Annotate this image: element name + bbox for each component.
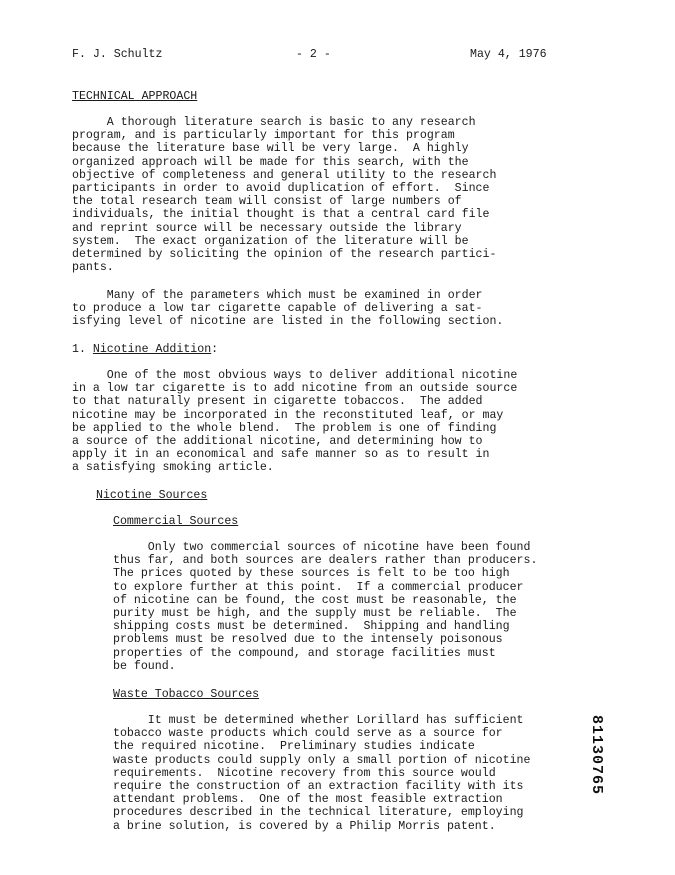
- text-line: system. The exact organization of the literature will be: [72, 234, 469, 248]
- header-author: F. J. Schultz: [72, 48, 163, 61]
- nicotine-addition-title: Nicotine Addition: [92, 343, 212, 356]
- text-line: to explore further at this point. If a commercial producer: [113, 580, 524, 594]
- nicotine-addition-paragraph: [72, 369, 517, 475]
- commercial-sources-paragraph: [113, 541, 537, 673]
- text-line: requirements. Nicotine recovery from this source would: [113, 766, 496, 780]
- text-line: the total research team will consist of large numbers of: [72, 195, 462, 209]
- text-line: apply it in an economical and safe manner so as to result in: [72, 448, 490, 462]
- technical-approach-heading: TECHNICAL APPROACH: [72, 90, 198, 103]
- waste-tobacco-sources-heading: Waste Tobacco Sources: [113, 688, 260, 701]
- text-line: shipping costs must be determined. Shipping and handling: [113, 620, 510, 634]
- text-line: A thorough literature search is basic to any research: [72, 116, 476, 129]
- text-line: a source of the additional nicotine, and determining how to: [72, 435, 483, 449]
- text-line: be found.: [113, 659, 176, 673]
- page-number: - 2 -: [296, 48, 331, 61]
- text-line: the required nicotine. Preliminary studies indicate: [113, 740, 475, 754]
- text-line: pants.: [72, 261, 114, 275]
- text-line: and reprint source will be necessary outside the library: [72, 221, 462, 235]
- text-line: nicotine may be incorporated in the reconstituted leaf, or may: [72, 408, 504, 422]
- text-line: isfying level of nicotine are listed in the following section.: [72, 315, 504, 329]
- text-line: a satisfying smoking article.: [72, 461, 274, 475]
- waste-tobacco-sources-paragraph: [113, 714, 530, 833]
- text-line: determined by soliciting the opinion of the research partici-: [72, 248, 497, 262]
- text-line: tobacco waste products which could serve as a source for: [113, 727, 503, 741]
- text-line: Only two commercial sources of nicotine have been found: [113, 541, 531, 554]
- technical-approach-paragraph-1: [72, 116, 496, 274]
- text-line: Many of the parameters which must be examined in order: [72, 289, 483, 302]
- text-line: to that naturally present in cigarette tobaccos. The added: [72, 395, 483, 409]
- text-line: to produce a low tar cigarette capable of delivering a sat-: [72, 302, 483, 316]
- text-line: objective of completeness and general utility to the research: [72, 168, 497, 182]
- text-line: be applied to the whole blend. The problem is one of finding: [72, 421, 497, 435]
- commercial-sources-heading: Commercial Sources: [113, 515, 239, 528]
- text-line: waste products could supply only a small portion of nicotine: [113, 753, 531, 767]
- text-line: program, and is particularly important for this program: [72, 129, 455, 143]
- technical-approach-paragraph-2: [72, 289, 503, 329]
- text-line: in a low tar cigarette is to add nicotine from an outside source: [72, 382, 518, 396]
- section-number: 1.: [72, 343, 86, 356]
- nicotine-sources-heading: Nicotine Sources: [96, 489, 208, 502]
- text-line: purity must be high, and the supply must be reliable. The: [113, 607, 517, 621]
- text-line: properties of the compound, and storage facilities must: [113, 646, 496, 660]
- text-line: individuals, the initial thought is that a central card file: [72, 208, 490, 222]
- text-line: The prices quoted by these sources is felt to be too high: [113, 567, 510, 581]
- text-line: problems must be resolved due to the intensely poisonous: [113, 633, 503, 647]
- text-line: participants in order to avoid duplication of effort. Since: [72, 182, 490, 196]
- bates-number: 81130765: [588, 715, 606, 796]
- text-line: a brine solution, is covered by a Philip Morris patent.: [113, 819, 496, 833]
- text-line: attendant problems. One of the most feasible extraction: [113, 793, 503, 807]
- header-date: May 4, 1976: [470, 48, 547, 61]
- text-line: organized approach will be made for this search, with the: [72, 155, 469, 169]
- text-line: because the literature base will be very large. A highly: [72, 142, 469, 156]
- text-line: require the construction of an extraction facility with its: [113, 780, 524, 794]
- text-line: One of the most obvious ways to deliver additional nicotine: [72, 369, 518, 382]
- text-line: of nicotine can be found, the cost must be reasonable, the: [113, 593, 517, 607]
- text-line: It must be determined whether Lorillard has sufficient: [113, 714, 524, 727]
- text-line: thus far, and both sources are dealers rather than producers.: [113, 554, 538, 568]
- section-1-heading: 1. Nicotine Addition:: [72, 343, 219, 356]
- text-line: procedures described in the technical literature, employing: [113, 806, 524, 820]
